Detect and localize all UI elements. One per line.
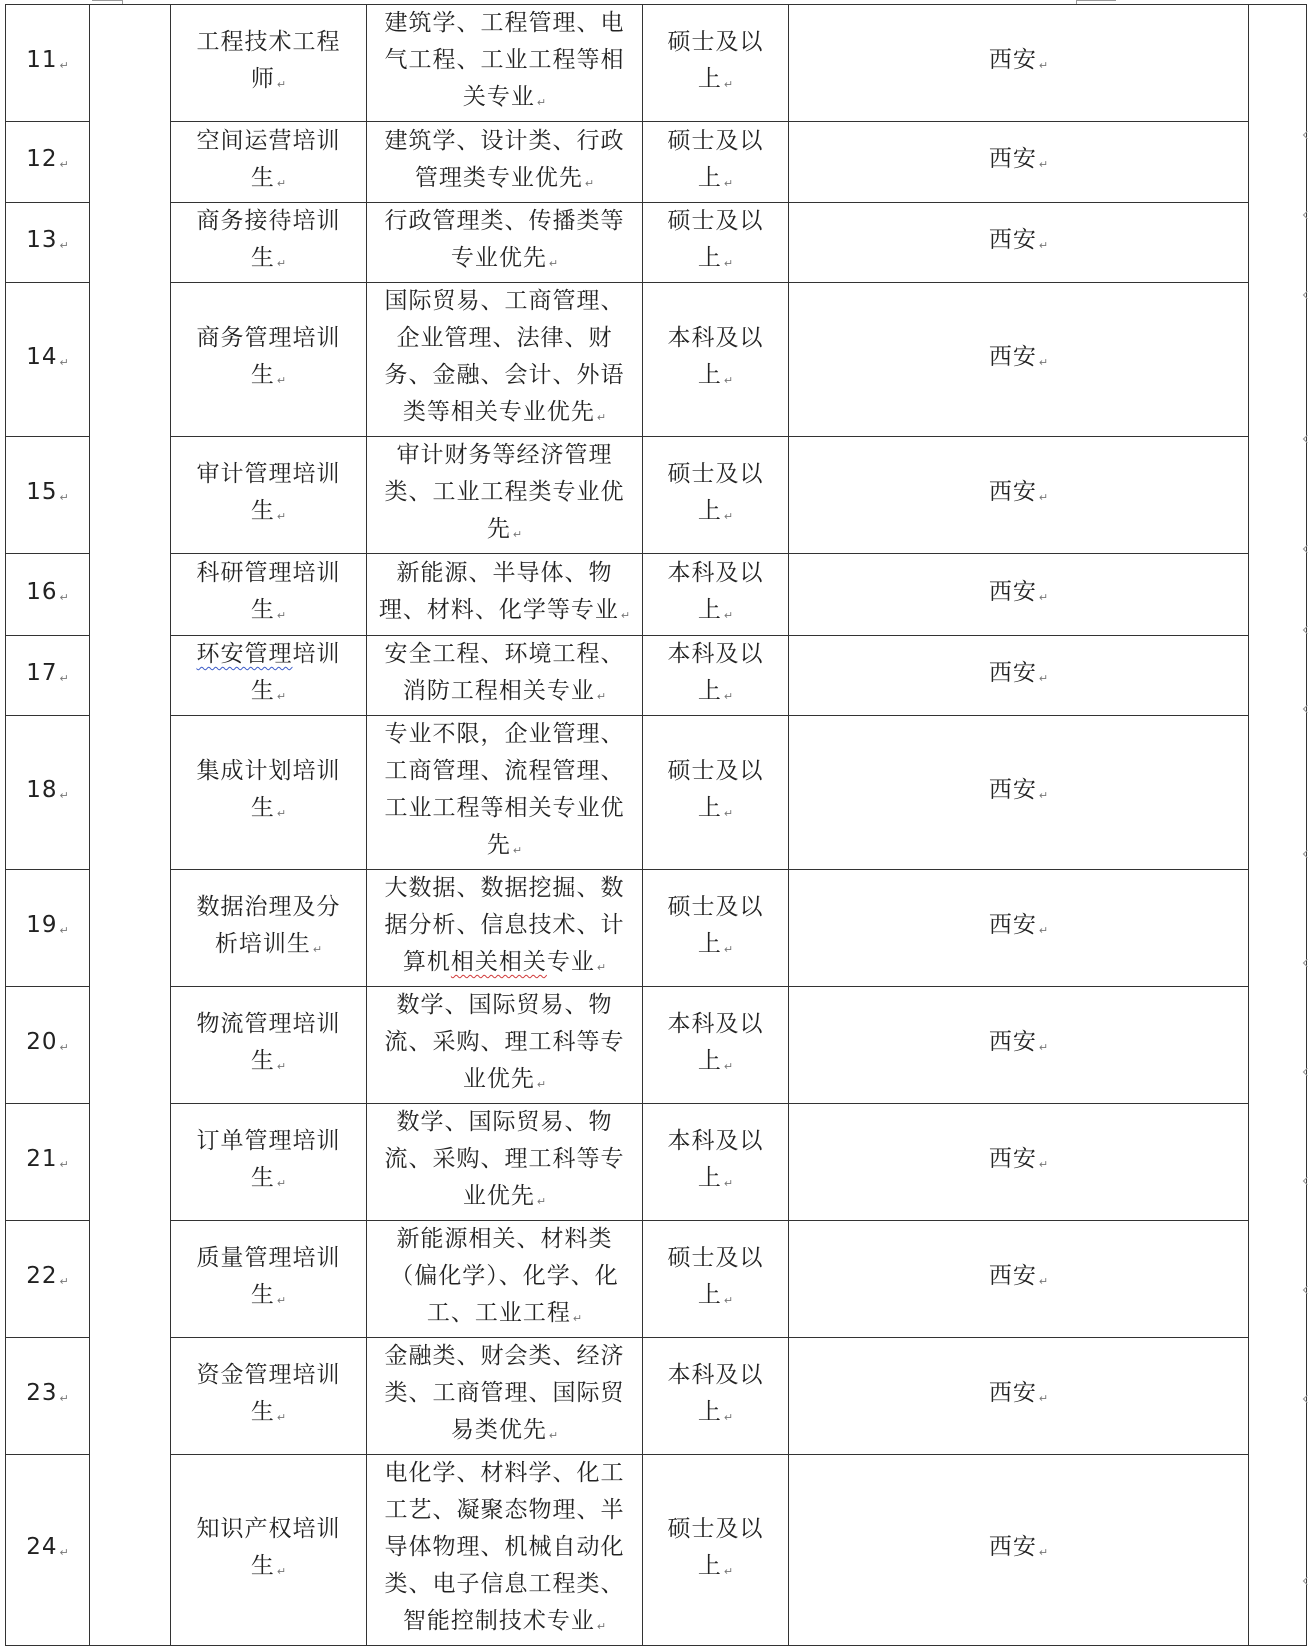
table-row: [6, 1455, 1307, 1646]
position-cell: 空间运营培训生 ↵: [171, 122, 367, 203]
degree-cell: 硕士及以上 ↵: [643, 716, 789, 870]
position-cell: 资金管理培训生 ↵: [171, 1338, 367, 1455]
table-row: [6, 122, 1307, 203]
major-cell: 国际贸易、工商管理、企业管理、法律、财务、金融、会计、外语类等相关专业优先 ↵: [367, 283, 643, 437]
table-row: [6, 5, 1307, 122]
row-number-cell: 18 ↵: [6, 716, 90, 870]
position-cell: 工程技术工程师 ↵: [171, 5, 367, 122]
row-number-cell: 23 ↵: [6, 1338, 90, 1455]
major-cell: 审计财务等经济管理类、工业工程类专业优先 ↵: [367, 437, 643, 554]
row-number-cell: 21 ↵: [6, 1104, 90, 1221]
degree-cell: 硕士及以上 ↵: [643, 1455, 789, 1646]
position-cell: 集成计划培训生 ↵: [171, 716, 367, 870]
major-cell: 建筑学、设计类、行政管理类专业优先 ↵: [367, 122, 643, 203]
degree-cell: 本科及以上 ↵: [643, 1104, 789, 1221]
row-number-cell: 13 ↵: [6, 203, 90, 283]
degree-cell: 本科及以上 ↵: [643, 283, 789, 437]
major-cell: 建筑学、工程管理、电气工程、工业工程等相关专业 ↵: [367, 5, 643, 122]
position-cell: 数据治理及分析培训生 ↵: [171, 870, 367, 987]
location-cell: 西安 ↵: [789, 1104, 1249, 1221]
degree-cell: 硕士及以上 ↵: [643, 122, 789, 203]
major-cell: 数学、国际贸易、物流、采购、理工科等专业优先 ↵: [367, 1104, 643, 1221]
row-number-cell: 12 ↵: [6, 122, 90, 203]
position-cell: 科研管理培训生 ↵: [171, 554, 367, 636]
position-cell: 商务接待培训生 ↵: [171, 203, 367, 283]
location-cell: 西安 ↵: [789, 870, 1249, 987]
position-cell: 商务管理培训生 ↵: [171, 283, 367, 437]
table-row: [6, 1104, 1307, 1221]
table-row: [6, 870, 1307, 987]
degree-cell: 硕士及以上 ↵: [643, 437, 789, 554]
recruitment-table: [5, 4, 1307, 1646]
degree-cell: 硕士及以上 ↵: [643, 1221, 789, 1338]
row-number-cell: 17 ↵: [6, 636, 90, 716]
location-cell: 西安 ↵: [789, 5, 1249, 122]
location-cell: 西安 ↵: [789, 987, 1249, 1104]
position-cell: 订单管理培训生 ↵: [171, 1104, 367, 1221]
table-row: [6, 554, 1307, 636]
row-number-cell: 24 ↵: [6, 1455, 90, 1646]
major-cell: 安全工程、环境工程、消防工程相关专业 ↵: [367, 636, 643, 716]
location-cell: 西安 ↵: [789, 437, 1249, 554]
table-row: [6, 1338, 1307, 1455]
location-cell: 西安 ↵: [789, 283, 1249, 437]
location-cell: 西安 ↵: [789, 1221, 1249, 1338]
location-cell: 西安 ↵: [789, 636, 1249, 716]
degree-cell: 本科及以上 ↵: [643, 987, 789, 1104]
position-cell: 质量管理培训生 ↵: [171, 1221, 367, 1338]
spellcheck-underline: 相关相关: [450, 949, 547, 975]
major-cell: 金融类、财会类、经济类、工商管理、国际贸易类优先 ↵: [367, 1338, 643, 1455]
row-number-cell: 19 ↵: [6, 870, 90, 987]
table-row: [6, 203, 1307, 283]
position-cell: 知识产权培训生 ↵: [171, 1455, 367, 1646]
location-cell: 西安 ↵: [789, 203, 1249, 283]
table-row: [6, 437, 1307, 554]
row-number-cell: 16 ↵: [6, 554, 90, 636]
row-number-cell: 15 ↵: [6, 437, 90, 554]
location-cell: 西安 ↵: [789, 554, 1249, 636]
major-cell: 大数据、数据挖掘、数据分析、信息技术、计算机相关相关专业 ↵: [367, 870, 643, 987]
location-cell: 西安 ↵: [789, 716, 1249, 870]
table-row: [6, 987, 1307, 1104]
degree-cell: 本科及以上 ↵: [643, 636, 789, 716]
row-number-cell: 22 ↵: [6, 1221, 90, 1338]
right-empty-column: [1249, 5, 1307, 1646]
major-cell: 新能源、半导体、物理、材料、化学等专业 ↵: [367, 554, 643, 636]
major-cell: 行政管理类、传播类等专业优先 ↵: [367, 203, 643, 283]
merged-category-cell: [90, 5, 171, 1646]
position-cell: 物流管理培训生 ↵: [171, 987, 367, 1104]
row-number-cell: 14 ↵: [6, 283, 90, 437]
degree-cell: 硕士及以上 ↵: [643, 5, 789, 122]
row-number-cell: 11 ↵: [6, 5, 90, 122]
table-row: [6, 636, 1307, 716]
major-cell: 新能源相关、材料类（偏化学）、化学、化工、工业工程 ↵: [367, 1221, 643, 1338]
table-row: [6, 283, 1307, 437]
major-cell: 专业不限，企业管理、工商管理、流程管理、工业工程等相关专业优先 ↵: [367, 716, 643, 870]
row-number-cell: 20 ↵: [6, 987, 90, 1104]
degree-cell: 本科及以上 ↵: [643, 1338, 789, 1455]
degree-cell: 硕士及以上 ↵: [643, 870, 789, 987]
table-row: [6, 716, 1307, 870]
position-cell: 环安管理培训生 ↵: [171, 636, 367, 716]
degree-cell: 本科及以上 ↵: [643, 554, 789, 636]
degree-cell: 硕士及以上 ↵: [643, 203, 789, 283]
location-cell: 西安 ↵: [789, 122, 1249, 203]
major-cell: 电化学、材料学、化工工艺、凝聚态物理、半导体物理、机械自动化类、电子信息工程类、智能控制技术专业 ↵: [367, 1455, 643, 1646]
table-row: [6, 1221, 1307, 1338]
spellcheck-underline: 环安管理: [196, 641, 293, 667]
location-cell: 西安 ↵: [789, 1455, 1249, 1646]
position-cell: 审计管理培训生 ↵: [171, 437, 367, 554]
major-cell: 数学、国际贸易、物流、采购、理工科等专业优先 ↵: [367, 987, 643, 1104]
location-cell: 西安 ↵: [789, 1338, 1249, 1455]
